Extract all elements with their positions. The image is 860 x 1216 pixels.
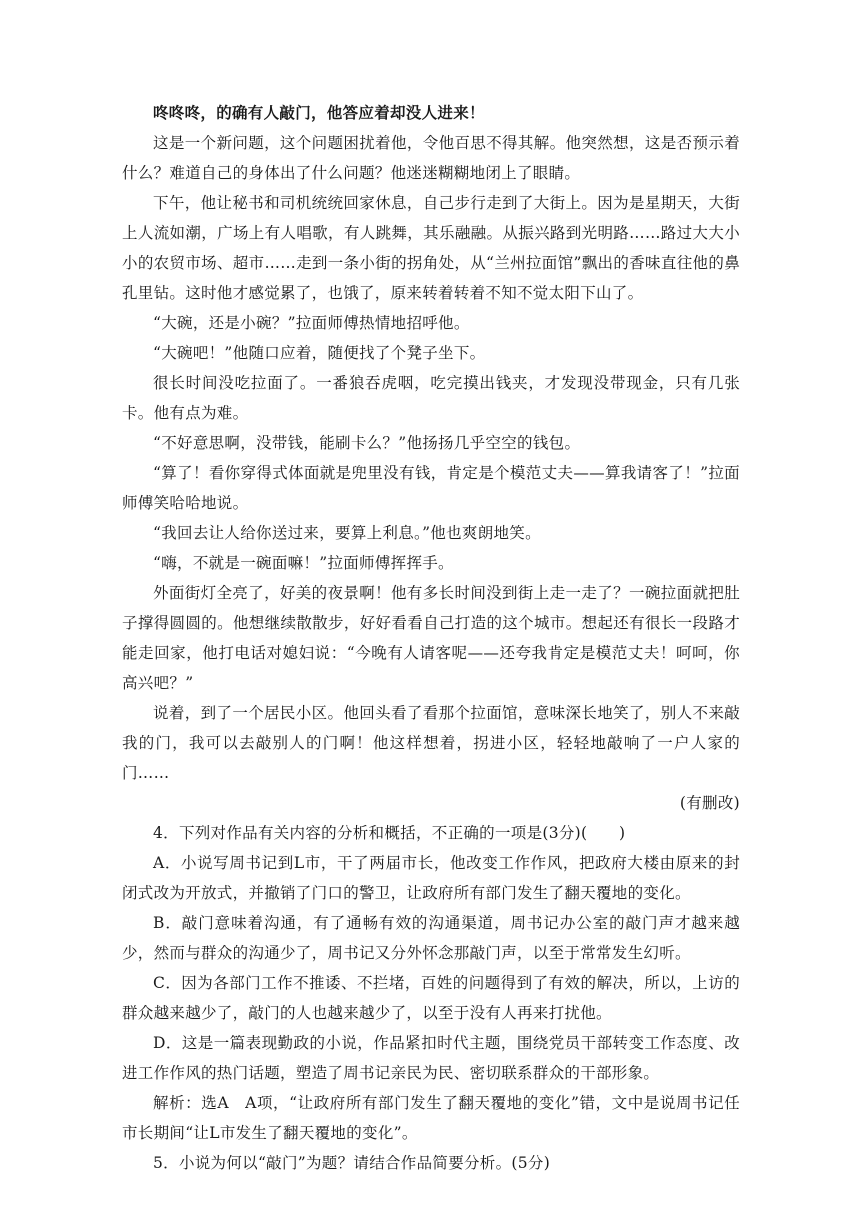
story-paragraph: 很长时间没吃拉面了。一番狼吞虎咽，吃完摸出钱夹，才发现没带现金，只有几张卡。他有点为难。	[122, 374, 740, 422]
source-note: (有删改)	[679, 794, 740, 812]
story-paragraph: “大碗，还是小碗？”拉面师傅热情地招呼他。	[153, 314, 470, 332]
document-page	[122, 98, 740, 1178]
question-4-option-b: B．敲门意味着沟通，有了通畅有效的沟通渠道，周书记办公室的敲门声才越来越少，然而与群众的沟通少了，周书记又分外怀念那敲门声，以至于常常发生幻听。	[122, 914, 740, 962]
story-paragraph: “不好意思啊，没带钱，能刷卡么？”他扬扬几乎空空的钱包。	[153, 434, 581, 452]
story-paragraph: 这是一个新问题，这个问题困扰着他，令他百思不得其解。他突然想，这是否预示着什么？难道自己的身体出了什么问题？他迷迷糊糊地闭上了眼睛。	[122, 134, 740, 182]
question-4-option-d: D．这是一篇表现勤政的小说，作品紧扣时代主题，围绕党员干部转变工作态度、改进工作作风的热门话题，塑造了周书记亲民为民、密切联系群众的干部形象。	[122, 1034, 740, 1082]
story-paragraph: 下午，他让秘书和司机统统回家休息，自己步行走到了大街上。因为是星期天，大街上人流如潮，广场上有人唱歌，有人跳舞，其乐融融。从振兴路到光明路……路过大大小小的农贸市场、超市……走到一条小街的拐角处，从“兰州拉面馆”飘出的香味直往他的鼻孔里钻。这时他才感觉累了，也饿了，原来转着转着不知不觉太阳下山了。	[122, 194, 740, 302]
question-5-stem: 5．小说为何以“敲门”为题？请结合作品简要分析。(5分)	[153, 1154, 551, 1172]
story-paragraph: “算了！看你穿得式体面就是兜里没有钱，肯定是个模范丈夫——算我请客了！”拉面师傅笑哈哈地说。	[122, 464, 740, 512]
question-4-option-a: A．小说写周书记到L市，干了两届市长，他改变工作作风，把政府大楼由原来的封闭式改为开放式，并撤销了门口的警卫，让政府所有部门发生了翻天覆地的变化。	[122, 854, 740, 902]
story-paragraph: “我回去让人给你送过来，要算上利息。”他也爽朗地笑。	[153, 524, 541, 542]
story-paragraph: 外面街灯全亮了，好美的夜景啊！他有多长时间没到街上走一走了？一碗拉面就把肚子撑得圆圆的。他想继续散散步，好好看看自己打造的这个城市。想起还有很长一段路才能走回家，他打电话对媳妇说：“今晚有人请客呢——还夸我肯定是模范丈夫！呵呵，你高兴吧？”	[122, 584, 740, 692]
story-paragraph: 咚咚咚，的确有人敲门，他答应着却没人进来！	[153, 103, 485, 122]
story-paragraph: 说着，到了一个居民小区。他回头看了看那个拉面馆，意味深长地笑了，别人不来敲我的门，我可以去敲别人的门啊！他这样想着，拐进小区，轻轻地敲响了一户人家的门……	[122, 704, 740, 782]
question-4-stem: 4．下列对作品有关内容的分析和概括，不正确的一项是(3分)( )	[153, 824, 626, 842]
story-paragraph: “大碗吧！”他随口应着，随便找了个凳子坐下。	[153, 344, 486, 362]
question-4-analysis: 解析：选A A项，“让政府所有部门发生了翻天覆地的变化”错，文中是说周书记任市长期间“让L市发生了翻天覆地的变化”。	[122, 1094, 740, 1142]
question-4-option-c: C．因为各部门工作不推诿、不拦堵，百姓的问题得到了有效的解决，所以，上访的群众越来越少了，敲门的人也越来越少了，以至于没有人再来打扰他。	[122, 974, 740, 1022]
story-paragraph: “嗨，不就是一碗面嘛！”拉面师傅挥挥手。	[153, 554, 454, 572]
